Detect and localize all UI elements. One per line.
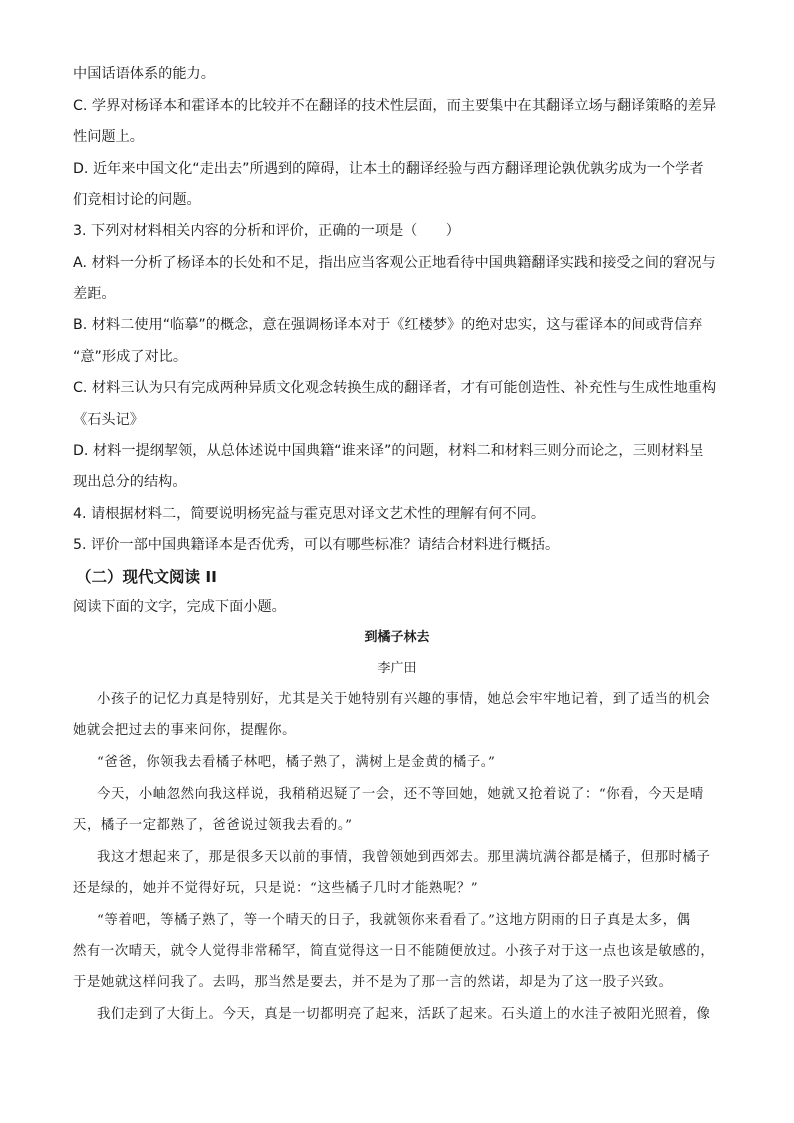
story-line: 然有一次晴天，就令人觉得非常稀罕，简直觉得这一日不能随便放过。小孩子对于这一点也该是敏感的， xyxy=(73,944,715,959)
question-3-option-d-cont: 现出总分的结构。 xyxy=(73,474,187,490)
section-heading: （二）现代文阅读 II xyxy=(76,568,217,586)
question-3-option-b: B. 材料二使用“临摹”的概念，意在强调杨译本对于《红楼梦》的绝对忠实，这与霍译本的间或背信弃 xyxy=(73,317,703,333)
question-3-stem: 3. 下列对材料相关内容的分析和评价，正确的一项是（ ） xyxy=(73,223,460,239)
option-c-continuation: 性问题上。 xyxy=(73,129,144,145)
story-line: 还是绿的，她并不觉得好玩，只是说：“这些橘子几时才能熟呢？” xyxy=(73,881,479,896)
question-3-option-d: D. 材料一提纲挈领，从总体述说中国典籍“谁来译”的问题，材料二和材料三则分而论之，三则材料呈 xyxy=(73,443,704,459)
story-line: 她就会把过去的事来问你，提醒你。 xyxy=(73,723,297,738)
option-d-continuation: 们竞相讨论的问题。 xyxy=(73,192,201,208)
question-3-option-a: A. 材料一分析了杨译本的长处和不足，指出应当客观公正地看待中国典籍翻译实践和接受之间的窘况与 xyxy=(73,255,716,271)
question-4: 4. 请根据材料二，简要说明杨宪益与霍克思对译文艺术性的理解有何不同。 xyxy=(73,506,546,522)
option-text-line: 中国话语体系的能力。 xyxy=(73,66,215,82)
instruction: 阅读下面的文字，完成下面小题。 xyxy=(73,599,286,615)
question-5: 5. 评价一部中国典籍译本是否优秀，可以有哪些标准？请结合材料进行概括。 xyxy=(73,537,560,553)
story-title: 到橘子林去 xyxy=(364,630,430,645)
story-author: 李广田 xyxy=(377,661,417,676)
story-line: 于是她就这样问我了。去吗，那当然是要去，并不是为了那一言的然诺，却是为了这一股子兴致。 xyxy=(73,975,673,990)
story-line: 我们走到了大街上。今天，真是一切都明亮了起来，活跃了起来。石头道上的水洼子被阳光照着，像 xyxy=(97,1007,711,1022)
story-line: “爸爸，你领我去看橘子林吧，橘子熟了，满树上是金黄的橘子。” xyxy=(97,755,496,770)
option-d-line: D. 近年来中国文化“走出去”所遇到的障碍，让本土的翻译经验与西方翻译理论孰优孰劣成为一个学者 xyxy=(73,161,704,177)
story-line: “等着吧，等橘子熟了，等一个晴天的日子，我就领你来看看了。”这地方阴雨的日子真是太多，偶 xyxy=(97,913,691,928)
story-line: 天，橘子一定都熟了，爸爸说过领我去看的。” xyxy=(73,818,353,833)
question-3-option-c: C. 材料三认为只有完成两种异质文化观念转换生成的翻译者，才有可能创造性、补充性与生成性地重构 xyxy=(73,380,717,396)
story-line: 我这才想起来了，那是很多天以前的事情，我曾领她到西郊去。那里满坑满谷都是橘子，但那时橘子 xyxy=(97,850,711,865)
question-3-option-c-cont: 《石头记》 xyxy=(73,412,144,428)
question-3-option-a-cont: 差距。 xyxy=(73,286,116,302)
question-3-option-b-cont: “意”形成了对比。 xyxy=(73,349,188,365)
story-line: 今天，小岫忽然向我这样说，我稍稍迟疑了一会，还不等回她，她就又抢着说了：“你看，今天是晴 xyxy=(97,787,704,802)
option-c-line: C. 学界对杨译本和霍译本的比较并不在翻译的技术性层面，而主要集中在其翻译立场与翻译策略的差异 xyxy=(73,98,717,114)
story-line: 小孩子的记忆力真是特别好，尤其是关于她特别有兴趣的事情，她总会牢牢地记着，到了适当的机会 xyxy=(97,692,711,707)
